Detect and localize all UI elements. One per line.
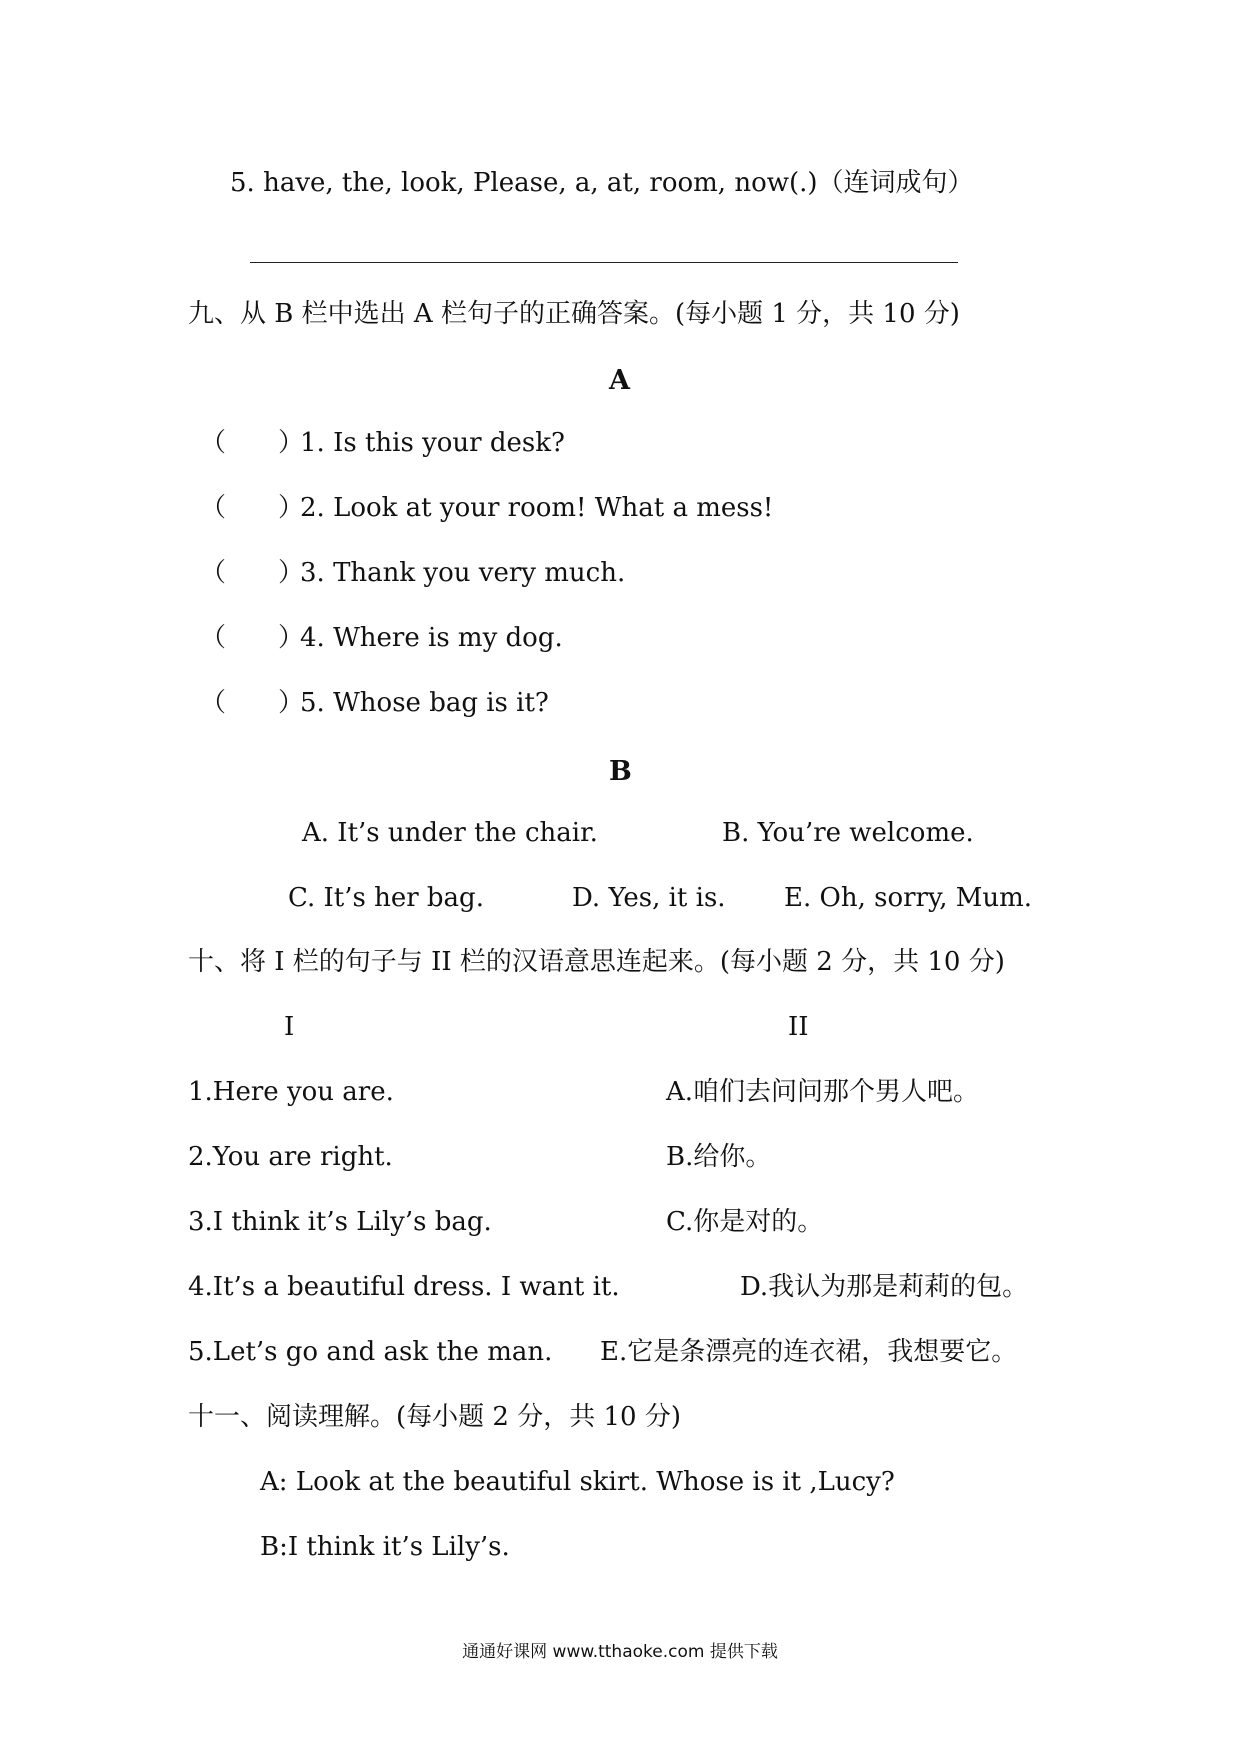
chinese-meaning: C.你是对的。	[666, 1207, 824, 1237]
english-sentence: 3.I think it’s Lily’s bag.	[188, 1207, 492, 1237]
answer-parentheses[interactable]: （ ）	[200, 428, 305, 458]
column-i-heading: I	[284, 1012, 295, 1042]
match-item	[200, 426, 565, 460]
column-b-heading: B	[609, 756, 632, 787]
option-e: E. Oh, sorry, Mum.	[784, 883, 1033, 913]
option-c: C. It’s her bag.	[288, 883, 484, 913]
option-d: D. Yes, it is.	[572, 883, 726, 913]
section-10-title: 十、将 I 栏的句子与 II 栏的汉语意思连起来。(每小题 2 分，共 10 分)	[188, 947, 1005, 977]
chinese-meaning: B.给你。	[666, 1142, 772, 1172]
question-8-item-5: 5. have, the, look, Please, a, at, room, now(.)（连词成句）	[230, 168, 974, 198]
english-sentence: 2.You are right.	[188, 1142, 393, 1172]
item-text: 1. Is this your desk?	[300, 428, 565, 458]
english-sentence: 4.It’s a beautiful dress. I want it.	[188, 1272, 620, 1302]
dialog-line: B:I think it’s Lily’s.	[260, 1532, 510, 1562]
section-11-title: 十一、阅读理解。(每小题 2 分，共 10 分)	[188, 1402, 681, 1432]
section-9-title: 九、从 B 栏中选出 A 栏句子的正确答案。(每小题 1 分，共 10 分)	[188, 299, 960, 329]
english-sentence: 1.Here you are.	[188, 1077, 394, 1107]
column-ii-heading: II	[788, 1012, 809, 1042]
english-sentence: 5.Let’s go and ask the man.	[188, 1337, 553, 1367]
option-b: B. You’re welcome.	[722, 818, 974, 848]
answer-line	[250, 262, 958, 263]
match-item	[200, 621, 563, 655]
match-item	[200, 491, 773, 525]
dialog-line: A: Look at the beautiful skirt. Whose is it ,Lucy?	[260, 1467, 895, 1497]
column-a-heading: A	[609, 365, 630, 396]
answer-parentheses[interactable]: （ ）	[200, 688, 305, 718]
match-item	[200, 556, 625, 590]
answer-parentheses[interactable]: （ ）	[200, 623, 305, 653]
chinese-meaning: E.它是条漂亮的连衣裙，我想要它。	[600, 1337, 1018, 1367]
chinese-meaning: D.我认为那是莉莉的包。	[740, 1272, 1029, 1302]
footer-watermark: 通通好课网 www.tthaoke.com 提供下载	[462, 1642, 778, 1662]
item-text: 4. Where is my dog.	[300, 623, 563, 653]
option-a: A. It’s under the chair.	[302, 818, 598, 848]
match-item	[200, 686, 549, 720]
item-text: 3. Thank you very much.	[300, 558, 626, 588]
chinese-meaning: A.咱们去问问那个男人吧。	[666, 1077, 980, 1107]
answer-parentheses[interactable]: （ ）	[200, 493, 305, 523]
item-text: 2. Look at your room! What a mess!	[300, 493, 774, 523]
item-text: 5. Whose bag is it?	[300, 688, 549, 718]
answer-parentheses[interactable]: （ ）	[200, 558, 305, 588]
